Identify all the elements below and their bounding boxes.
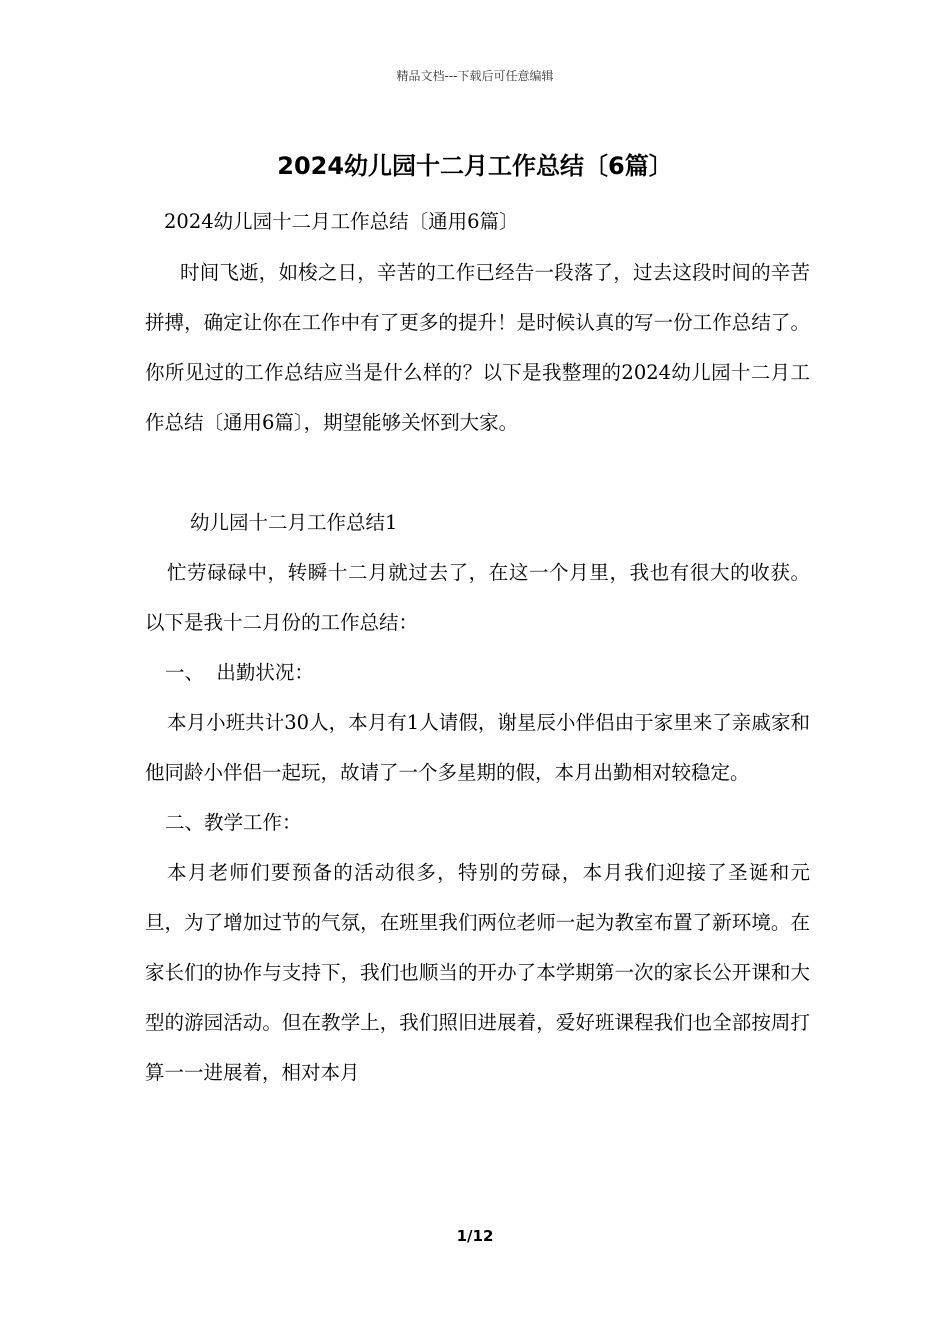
page-header: 精品文档---下载后可任意编辑 <box>396 69 554 83</box>
page-separator: / <box>467 1227 473 1245</box>
section-opening-paragraph: 忙劳碌碌中，转瞬十二月就过去了，在这一个月里，我也有很大的收获。以下是我十二月份的工作总结： <box>145 561 810 634</box>
intro-paragraph: 时间飞逝，如梭之日，辛苦的工作已经告一段落了，过去这段时间的辛苦拼搏，确定让你在工作中有了更多的提升！是时候认真的写一份工作总结了。你所见过的工作总结应当是什么样的？以下是我整理的2024幼儿园十二月工作总结〔通用6篇〕，期望能够关怀到大家。 <box>145 261 810 434</box>
teaching-heading: 二、教学工作： <box>165 811 302 834</box>
document-title: 2024幼儿园十二月工作总结〔6篇〕 <box>277 152 673 180</box>
document-body <box>145 200 810 1098</box>
attendance-paragraph: 本月小班共计30人，本月有1人请假，谢星辰小伴侣由于家里来了亲戚家和他同龄小伴侣一起玩，故请了一个多星期的假，本月出勤相对较稳定。 <box>145 711 810 784</box>
teaching-paragraph: 本月老师们要预备的活动很多，特别的劳碌，本月我们迎接了圣诞和元旦，为了增加过节的气氛，在班里我们两位老师一起为教室布置了新环境。在家长们的协作与支持下，我们也顺当的开办了本学期第一次的家长公开课和大型的游园活动。但在教学上，我们照旧进展着，爱好班课程我们也全部按周打算一一进展着，相对本月 <box>145 861 810 1084</box>
page-number <box>0 1226 950 1246</box>
section-heading: 幼儿园十二月工作总结1 <box>190 511 398 534</box>
page-current: 1 <box>456 1227 468 1245</box>
attendance-heading: 一、 出勤状况： <box>165 661 314 684</box>
document-subtitle: 2024幼儿园十二月工作总结〔通用6篇〕 <box>164 210 519 233</box>
page-total: 12 <box>472 1227 494 1245</box>
